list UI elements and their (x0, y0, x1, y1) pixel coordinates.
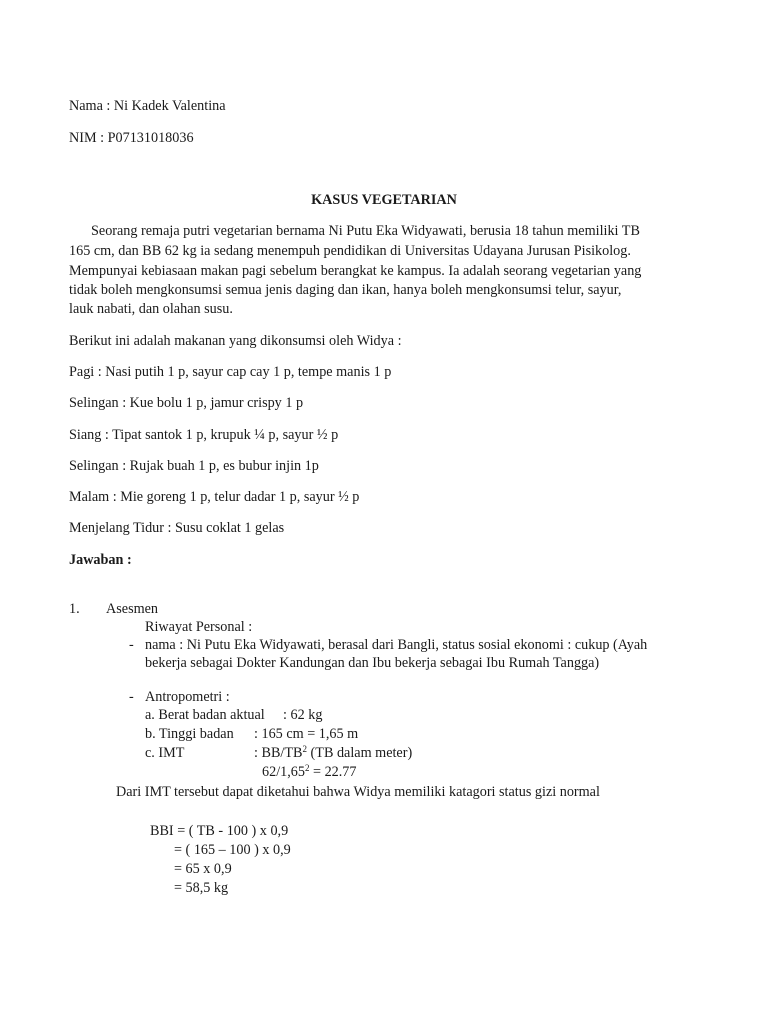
paragraph-line: lauk nabati, dan olahan susu. (69, 301, 233, 317)
ideal-weight-step: = 65 x 0,9 (174, 861, 232, 877)
ideal-weight-formula: BBI = ( TB - 100 ) x 0,9 (150, 823, 289, 839)
meal-item: Menjelang Tidur : Susu coklat 1 gelas (69, 520, 285, 536)
student-nim: NIM : P07131018036 (69, 130, 194, 146)
section-number: 1. (69, 601, 80, 617)
riwayat-heading: Riwayat Personal : (145, 619, 253, 635)
anthropometry-heading: Antropometri : (145, 689, 230, 705)
bmi-formula: : $BB/TB^2$ (TB dalam meter) (254, 744, 413, 761)
bullet-dash: - (129, 637, 134, 653)
meal-item: Malam : Mie goreng 1 p, telur dadar 1 p, sayur ½ p (69, 489, 360, 505)
ideal-weight-result: = 58,5 kg (174, 880, 229, 896)
paragraph-line: Mempunyai kebiasaan makan pagi sebelum berangkat ke kampus. Ia adalah seorang vegetarian yang (69, 263, 642, 279)
weight-value: : 62 kg (283, 707, 323, 723)
paragraph-line: Seorang remaja putri vegetarian bernama Ni Putu Eka Widyawati, berusia 18 tahun memiliki TB (91, 223, 640, 239)
personal-history-line: bekerja sebagai Dokter Kandungan dan Ibu bekerja sebagai Ibu Rumah Tangga) (145, 655, 600, 671)
meal-item: Siang : Tipat santok 1 p, krupuk ¼ p, sayur ½ p (69, 427, 339, 443)
ideal-weight-step: = ( 165 – 100 ) x 0,9 (174, 842, 291, 858)
weight-label: a. Berat badan aktual (145, 707, 265, 723)
meal-item: Selingan : Rujak buah 1 p, es bubur injin 1p (69, 458, 319, 474)
section-title: Asesmen (106, 601, 159, 617)
answer-heading: Jawaban : (69, 552, 132, 568)
height-value: : 165 cm = 1,65 m (254, 726, 359, 742)
document-title: KASUS VEGETARIAN (311, 192, 457, 208)
student-name: Nama : Ni Kadek Valentina (69, 98, 226, 114)
bmi-calculation: $62/1,65^2 = 22.77$ (262, 763, 357, 780)
paragraph-line: 165 cm, dan BB 62 kg ia sedang menempuh pendidikan di Universitas Udayana Jurusan Pisikolog. (69, 243, 631, 259)
bmi-conclusion: Dari IMT tersebut dapat diketahui bahwa Widya memiliki katagori status gizi normal (116, 784, 600, 800)
meal-item: Selingan : Kue bolu 1 p, jamur crispy 1 p (69, 395, 304, 411)
height-label: b. Tinggi badan (145, 726, 234, 742)
bmi-label: c. IMT (145, 745, 185, 761)
meal-item: Pagi : Nasi putih 1 p, sayur cap cay 1 p, tempe manis 1 p (69, 364, 392, 380)
bullet-dash: - (129, 689, 134, 705)
personal-history-line: nama : Ni Putu Eka Widyawati, berasal dari Bangli, status sosial ekonomi : cukup (Ayah (145, 637, 648, 653)
menu-intro: Berikut ini adalah makanan yang dikonsumsi oleh Widya : (69, 333, 402, 349)
paragraph-line: tidak boleh mengkonsumsi semua jenis daging dan ikan, hanya boleh mengkonsumsi telur, sayur, (69, 282, 622, 298)
